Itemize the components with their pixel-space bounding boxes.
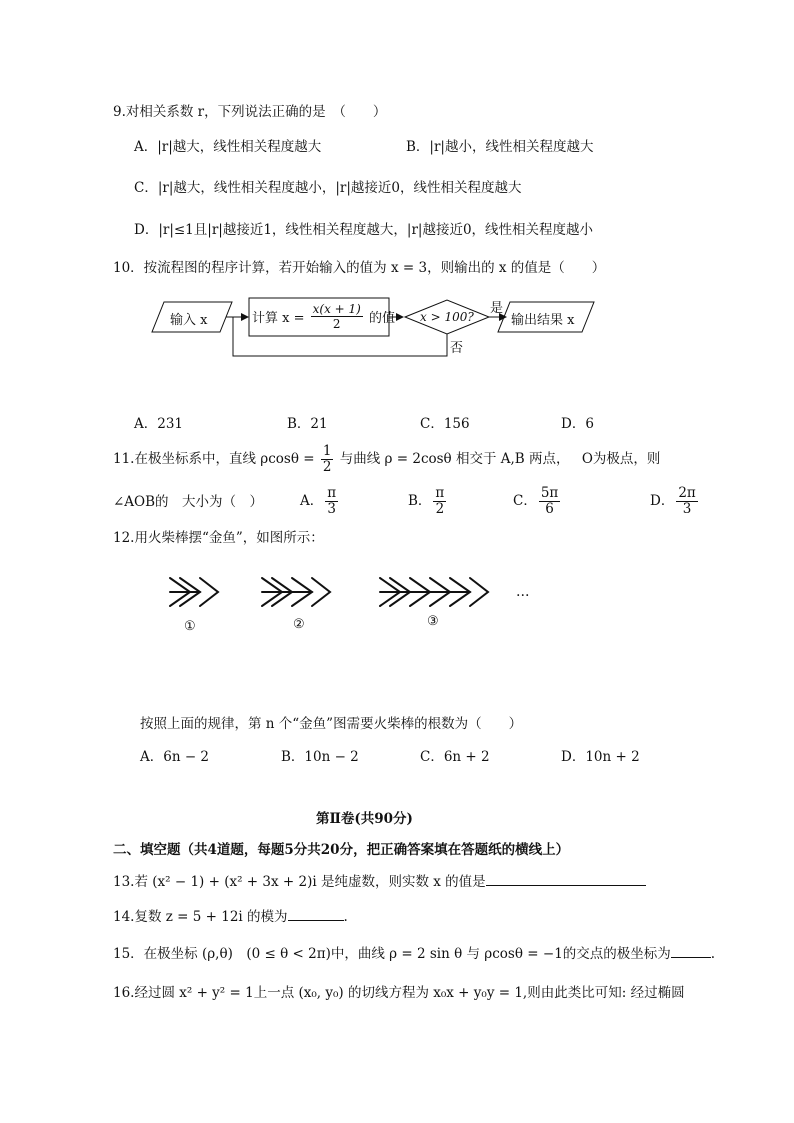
q11-b-den: 2 [435,501,445,517]
q11-c-label: C． [513,493,537,509]
q12-option-a: A．6n − 2 [140,749,210,765]
q11-option-b [408,482,448,520]
q9-option-c: C．|r|越大，线性相关程度越小，|r|越接近0，线性相关程度越大 [134,180,522,196]
q10-option-b: B．21 [287,416,328,432]
flow-no-label: 否 [450,341,464,356]
q11-frac-num: 1 [322,443,332,459]
q11-line2: ∠AOB的 大小为（ ） [113,494,264,510]
q10-stem: 10．按流程图的程序计算，若开始输入的值为 x = 3，则输出的 x 的值是（ ） [113,260,606,276]
q9-option-b: B．|r|越小，线性相关程度越大 [406,139,594,155]
q16: 16.经过圆 x² + y² = 1上一点 (x₀, y₀) 的切线方程为 x₀x + y₀y = 1,则由此类比可知: 经过椭圆 [113,985,685,1001]
flow-output-text: 输出结果 x [511,313,575,328]
q11-c-frac [539,486,560,517]
q12-option-c: C．6n + 2 [420,749,490,765]
q12-question: 按照上面的规律，第 n 个“金鱼”图需要火柴棒的根数为（ ） [140,716,523,732]
q9-option-a: A．|r|越大，线性相关程度越大 [134,139,322,155]
q15 [113,943,715,964]
q10-option-d: D．6 [561,416,594,432]
q12-option-b: B．10n − 2 [281,749,359,765]
q11-stem-c: O为极点，则 [581,451,661,467]
q11-d-frac [676,486,697,517]
goldfish-figure-2 [262,578,330,606]
q10-option-c: C．156 [420,416,470,432]
q12-option-d: D．10n + 2 [561,749,640,765]
q11-d-label: D． [650,493,675,509]
q13-text: 13.若 (x² − 1) + (x² + 3x + 2)i 是纯虚数，则实数 x 的值是 [113,874,486,890]
q11-option-a [300,482,340,520]
flow-calc-text [252,302,395,331]
q11-stem-a: 11.在极坐标系中，直线 ρcosθ = [113,451,315,467]
q11-a-frac [325,486,338,517]
q11-stem [113,442,660,476]
q11-d-den: 3 [682,501,692,517]
q9-option-d: D．|r|≤1且|r|越接近1，线性相关程度越大，|r|越接近0，线性相关程度越小 [134,222,594,238]
q11-a-label: A． [300,493,324,509]
part2-title: 第Ⅱ卷(共90分) [316,811,413,827]
q12-fig-label-3: ③ [427,614,439,629]
goldfish-figure-1 [170,578,218,606]
fill-in-section-heading: 二、填空题（共4道题，每题5分共20分，把正确答案填在答题纸的横线上） [113,842,570,858]
q12-goldfish-figures [160,570,550,620]
flow-calc-prefix: 计算 x = [252,311,305,326]
flow-calc-fraction [311,302,363,331]
q9-stem: 9.对相关系数 r，下列说法正确的是 （ ） [113,104,387,120]
goldfish-figure-3 [380,578,488,606]
q11-a-num: π [327,485,337,501]
q12-fig-label-1: ① [184,619,196,634]
q12-ellipsis: … [516,584,530,600]
flow-input-text: 输入 x [170,313,208,328]
q11-b-num: π [435,485,445,501]
flow-yes-label: 是 [490,301,504,316]
flow-calc-den: 2 [332,317,341,331]
flow-calc-suffix: 的值 [369,311,396,326]
q13-answer-blank [486,871,646,886]
q12-fig-label-2: ② [293,617,305,632]
q13 [113,871,646,892]
q11-option-c [513,482,562,520]
q11-c-num: 5π [540,485,559,501]
q11-b-frac [433,486,446,517]
q10-option-a: A．231 [134,416,184,432]
q14-answer-blank [288,906,344,921]
q11-stem-b: 与曲线 ρ = 2cosθ 相交于 A,B 两点， [339,451,570,467]
q11-half-fraction [321,444,334,475]
q14-end: . [343,909,348,925]
q12-stem: 12.用火柴棒摆“金鱼”，如图所示： [113,530,324,546]
q11-a-den: 3 [327,501,336,517]
flow-decision-text: x > 100? [420,310,474,324]
q15-end: . [710,946,716,962]
q11-option-d [650,482,700,520]
q11-frac-den: 2 [322,459,332,475]
q11-c-den: 6 [545,501,554,517]
q15-text: 15．在极坐标 (ρ,θ) (0 ≤ θ < 2π)中，曲线 ρ = 2 sin θ 与 ρcosθ = −1的交点的极坐标为 [113,946,671,962]
q14 [113,906,348,927]
q11-b-label: B． [408,493,432,509]
flow-calc-num: x(x + 1) [312,302,361,316]
q15-answer-blank [671,943,711,958]
q11-d-num: 2π [678,485,696,501]
q14-text: 14.复数 z = 5 + 12i 的模为 [113,909,288,925]
